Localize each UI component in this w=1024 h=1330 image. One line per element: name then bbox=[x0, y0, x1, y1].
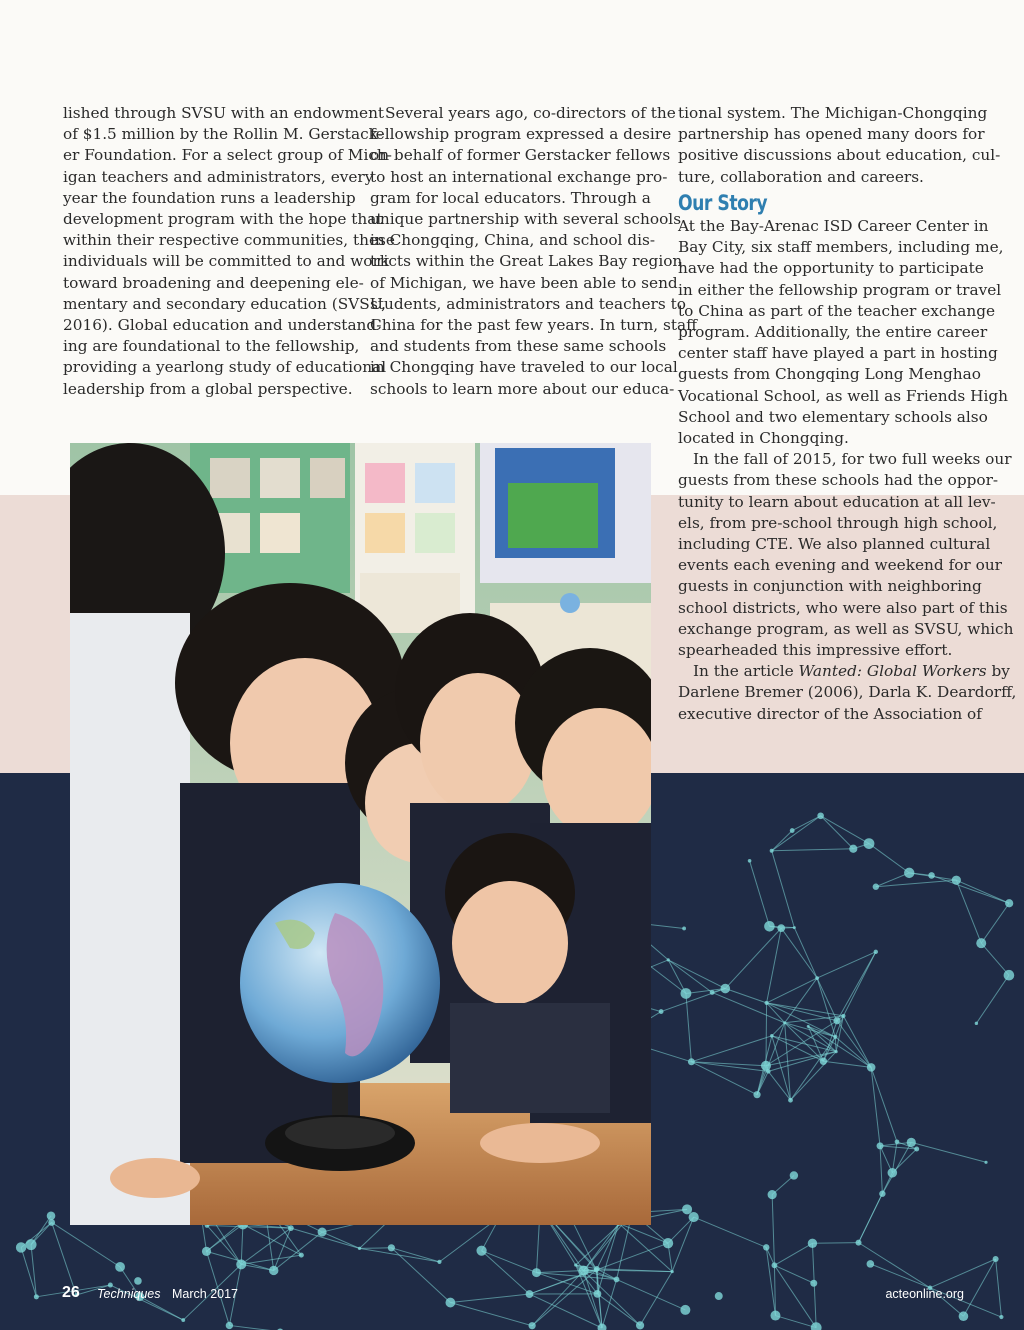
text-line: Vocational School, as well as Friends High bbox=[678, 386, 1009, 405]
text-line: development program with the hope that bbox=[63, 210, 383, 229]
page-number: 26 bbox=[62, 1284, 80, 1301]
text-line: events each evening and weekend for our bbox=[678, 556, 1002, 575]
text-line: of $1.5 million by the Rollin M. Gerstack- bbox=[63, 125, 383, 144]
text-line: school districts, who were also part of this bbox=[678, 598, 1008, 617]
text-line: 2016). Global education and understand- bbox=[63, 316, 382, 335]
text-line: In the fall of 2015, for two full weeks our bbox=[693, 450, 1012, 469]
text-line: er Foundation. For a select group of Mich- bbox=[63, 146, 392, 165]
text-line: spearheaded this impressive effort. bbox=[678, 641, 953, 660]
text-line: ing are foundational to the fellowship, bbox=[63, 337, 360, 356]
text-line: schools to learn more about our educa- bbox=[370, 379, 675, 398]
text-line: on behalf of former Gerstacker fellows bbox=[370, 146, 671, 165]
text-line: unique partnership with several schools bbox=[370, 210, 682, 229]
text-line: toward broadening and deepening ele- bbox=[63, 273, 364, 292]
paragraph-our-story-2 bbox=[678, 449, 1014, 661]
text-line: in either the fellowship program or travel bbox=[678, 280, 1002, 299]
text-line: mentary and secondary education (SVSU, bbox=[63, 294, 387, 313]
section-heading-our-story: Our Story bbox=[678, 190, 768, 215]
text-line: of Michigan, we have been able to send bbox=[370, 273, 678, 292]
column-2 bbox=[370, 103, 698, 400]
text-line: Darlene Bremer (2006), Darla K. Deardorff, bbox=[678, 683, 1017, 702]
column-3-intro bbox=[678, 103, 1001, 188]
text-line: year the foundation runs a leadership bbox=[63, 188, 356, 207]
text-line: lished through SVSU with an endowment bbox=[63, 104, 385, 122]
text-line: gram for local educators. Through a bbox=[370, 188, 651, 207]
text-line: leadership from a global perspective. bbox=[63, 379, 353, 398]
text-line: executive director of the Association of bbox=[678, 704, 982, 723]
text-line: in Chongqing, China, and school dis- bbox=[370, 231, 655, 250]
photo-children-with-globe bbox=[70, 443, 651, 1225]
article-title: Wanted: Global Workers bbox=[798, 662, 987, 681]
issue-date: March 2017 bbox=[172, 1287, 239, 1301]
text-line: exchange program, as well as SVSU, which bbox=[678, 619, 1014, 638]
text-line: Bay City, six staff members, including me, bbox=[678, 238, 1004, 257]
text-line: to China as part of the teacher exchange bbox=[678, 301, 996, 320]
text-line: ture, collaboration and careers. bbox=[678, 167, 924, 186]
text-line: tricts within the Great Lakes Bay region bbox=[370, 252, 683, 271]
text-line: providing a yearlong study of educational bbox=[63, 358, 387, 377]
text-line: guests in conjunction with neighboring bbox=[678, 577, 982, 596]
text-line: fellowship program expressed a desire bbox=[370, 125, 672, 144]
text-line: guests from Chongqing Long Menghao bbox=[678, 365, 981, 384]
text-line: to host an international exchange pro- bbox=[370, 167, 668, 186]
text-line: individuals will be committed to and work bbox=[63, 252, 390, 271]
paragraph-our-story-1 bbox=[678, 216, 1009, 449]
text-line: within their respective communities, these bbox=[63, 231, 395, 250]
text-line: positive discussions about education, cul- bbox=[678, 146, 1001, 165]
text-line: have had the opportunity to participate bbox=[678, 259, 984, 278]
column-3 bbox=[678, 103, 1017, 725]
text-line: partnership has opened many doors for bbox=[678, 125, 985, 144]
paragraph-our-story-3 bbox=[678, 661, 1017, 725]
text-line: center staff have played a part in hosting bbox=[678, 344, 998, 363]
text-line: Several years ago, co-directors of the bbox=[385, 104, 676, 122]
text-line: School and two elementary schools also bbox=[678, 407, 988, 426]
website-link[interactable]: acteonline.org bbox=[885, 1287, 964, 1301]
text-line: In the article Wanted: Global Workers by bbox=[693, 662, 1010, 681]
text-line: China for the past few years. In turn, staff bbox=[370, 316, 698, 335]
text-line: guests from these schools had the oppor- bbox=[678, 471, 999, 490]
text-line: tunity to learn about education at all lev- bbox=[678, 492, 996, 511]
text-line: els, from pre-school through high school, bbox=[678, 513, 998, 532]
text-line: including CTE. We also planned cultural bbox=[678, 535, 991, 554]
text-line: in Chongqing have traveled to our local bbox=[370, 358, 678, 377]
page-footer bbox=[0, 1284, 1024, 1306]
text-line: At the Bay-Arenac ISD Career Center in bbox=[678, 217, 989, 236]
magazine-name: Techniques bbox=[97, 1287, 161, 1301]
text-line: program. Additionally, the entire career bbox=[678, 323, 988, 342]
text-line: located in Chongqing. bbox=[678, 429, 849, 448]
text-line: igan teachers and administrators, every bbox=[63, 167, 374, 186]
text-line: tional system. The Michigan-Chongqing bbox=[678, 104, 988, 122]
text-line: and students from these same schools bbox=[370, 337, 667, 356]
text-line: students, administrators and teachers to bbox=[370, 294, 686, 313]
column-1 bbox=[63, 103, 395, 400]
